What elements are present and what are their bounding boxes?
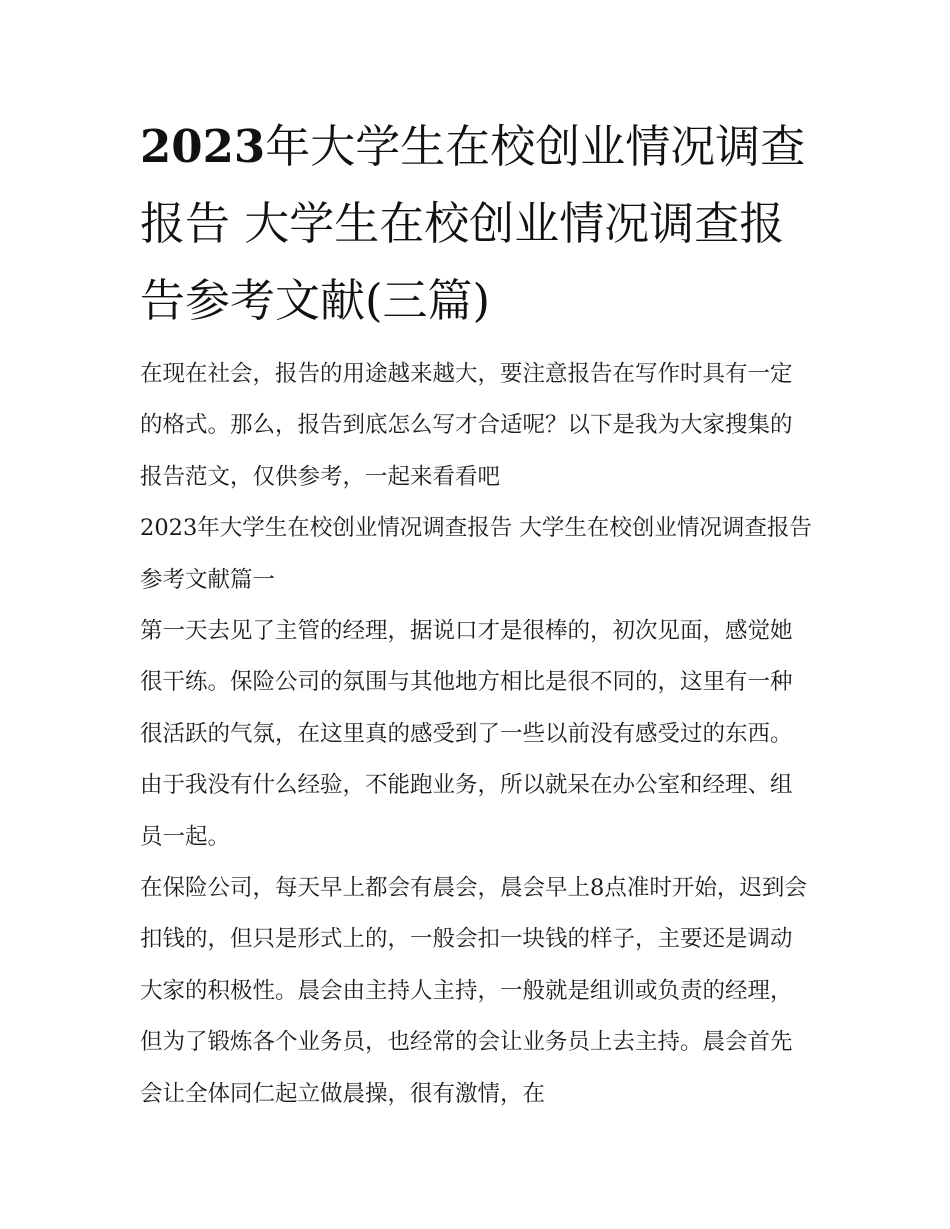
title-text: 年大学生在校创业情况调查报告 大学生在校创业情况调查报告参考文献(三篇) — [140, 120, 806, 327]
document-content — [140, 108, 812, 1120]
body-paragraph: 第一天去见了主管的经理，据说口才是很棒的，初次见面，感觉她很干练。保险公司的氛围与其他地方相比是很不同的，这里有一种很活跃的气氛，在这里真的感受到了一些以前没有感受过的东西。由于我没有什么经验，不能跑业务，所以就呆在办公室和经理、组员一起。 — [140, 618, 793, 850]
section-heading: 2023年大学生在校创业情况调查报告 大学生在校创业情况调查报告参考文献篇一 — [140, 515, 812, 593]
intro-paragraph: 在现在社会，报告的用途越来越大，要注意报告在写作时具有一定的格式。那么，报告到底怎么写才合适呢？以下是我为大家搜集的报告范文，仅供参考，一起来看看吧 — [140, 361, 793, 490]
document-title — [140, 108, 812, 339]
body-paragraph: 在保险公司，每天早上都会有晨会，晨会早上8点准时开始，迟到会扣钱的，但只是形式上的，一般会扣一块钱的样子，主要还是调动大家的积极性。晨会由主持人主持，一般就是组训或负责的经理，但为了锻炼各个业务员，也经常的会让业务员上去主持。晨会首先会让全体同仁起立做晨操，很有激情，在 — [140, 875, 807, 1107]
title-year: 2023 — [140, 120, 266, 173]
document-body — [140, 349, 812, 1120]
